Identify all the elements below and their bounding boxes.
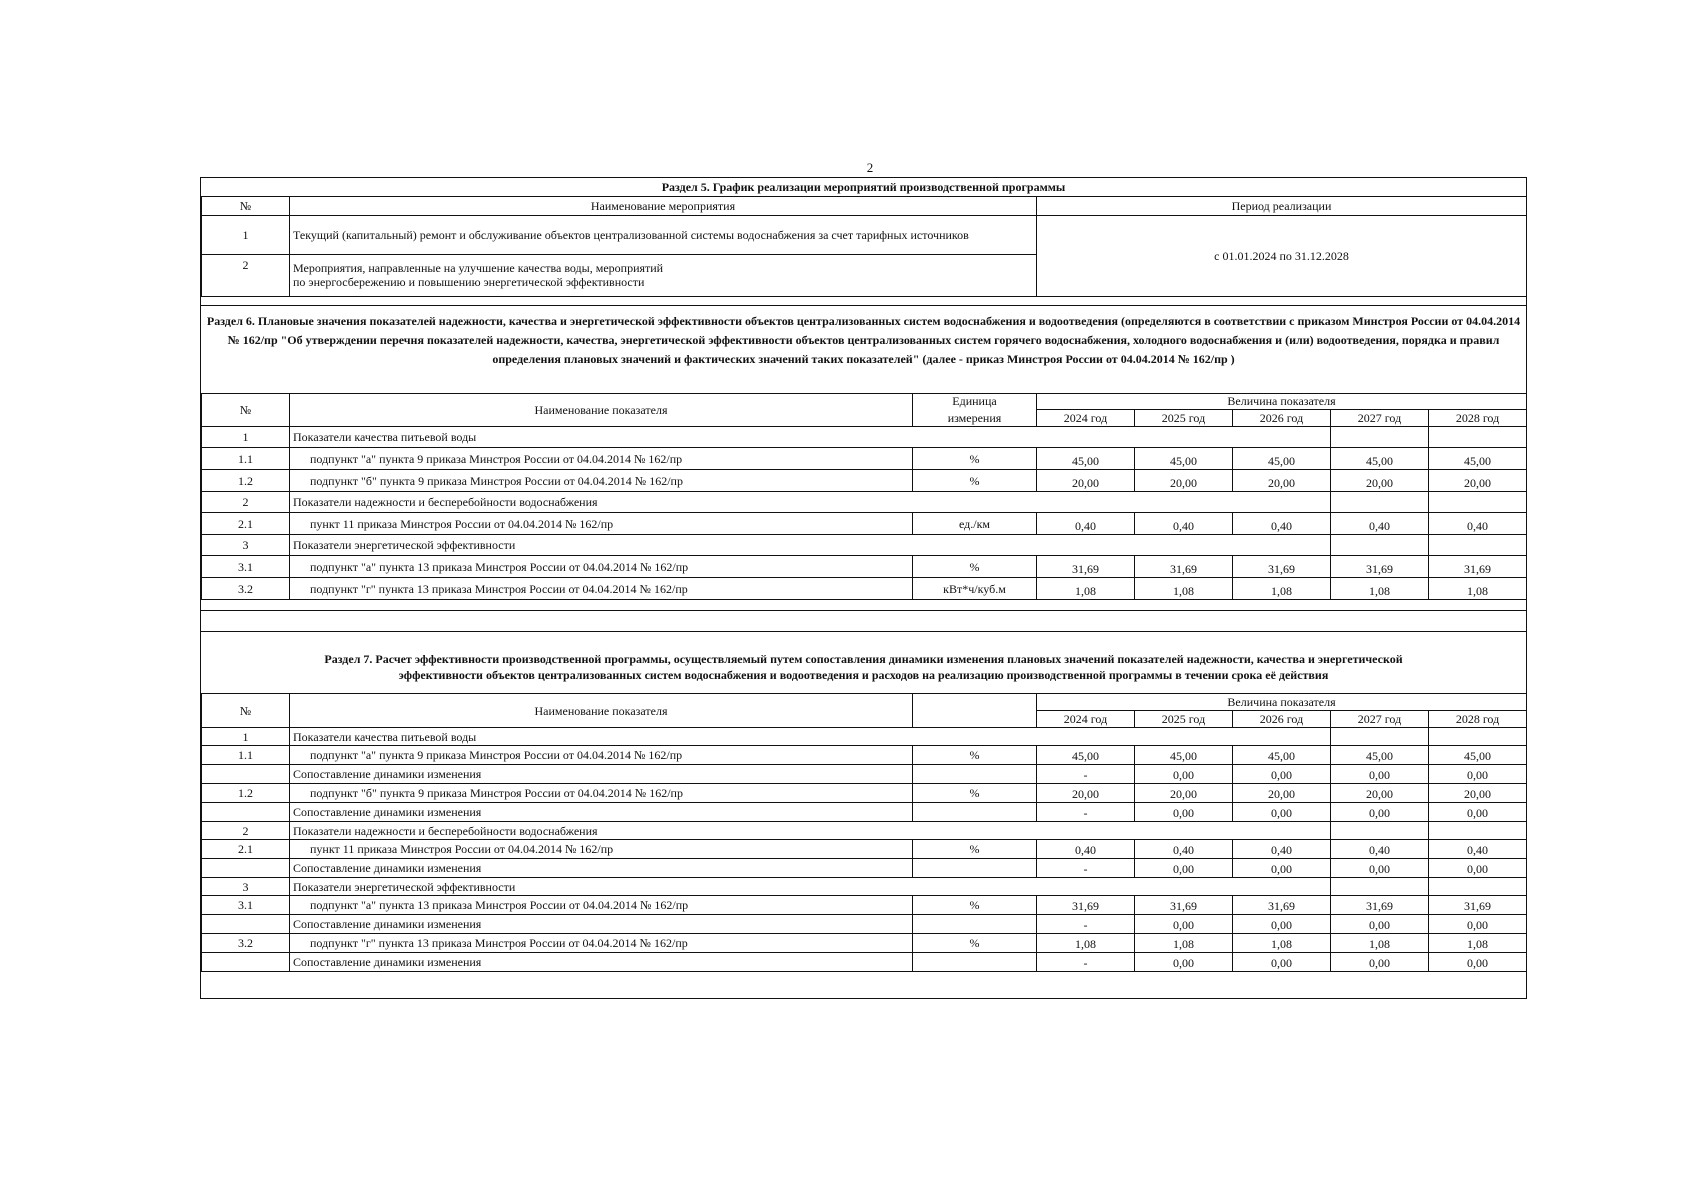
comparison-label: Сопоставление динамики изменения (290, 915, 913, 934)
blank-row (201, 610, 1526, 632)
s6-header-unit-line1: Единица (913, 393, 1037, 410)
s7-header-year: 2024 год (1037, 711, 1135, 728)
s7-header-year: 2025 год (1135, 711, 1233, 728)
value-cell: 0,00 (1331, 765, 1429, 784)
row-number (202, 803, 290, 822)
section-6-table (201, 393, 1527, 600)
section-6-rows (202, 427, 1527, 600)
comparison-label: Сопоставление динамики изменения (290, 859, 913, 878)
value-cell: 1,08 (1331, 578, 1429, 600)
value-cell: 20,00 (1037, 470, 1135, 492)
row-number: 2 (202, 822, 290, 840)
value-cell: 45,00 (1037, 448, 1135, 470)
unit-cell (913, 953, 1037, 972)
value-cell: 0,00 (1233, 803, 1331, 822)
value-cell: 45,00 (1233, 746, 1331, 765)
table-row (202, 746, 1527, 765)
value-cell: 0,00 (1233, 915, 1331, 934)
section-7-table (201, 693, 1527, 972)
section-7 (201, 693, 1526, 972)
value-cell: 1,08 (1331, 934, 1429, 953)
s5-row-2-name (290, 254, 1037, 296)
table-group-row (202, 492, 1527, 513)
value-cell: 0,40 (1233, 513, 1331, 535)
s7-header-value: Величина показателя (1037, 694, 1527, 711)
table-comparison-row (202, 803, 1527, 822)
row-number (202, 859, 290, 878)
indicator-name: подпункт "г" пункта 13 приказа Минстроя России от 04.04.2014 № 162/пр (290, 934, 913, 953)
unit-cell (913, 803, 1037, 822)
value-cell: 31,69 (1233, 556, 1331, 578)
row-number: 3.1 (202, 896, 290, 915)
value-cell: 31,69 (1135, 556, 1233, 578)
value-cell: 20,00 (1135, 470, 1233, 492)
value-cell: 45,00 (1135, 448, 1233, 470)
table-row (202, 840, 1527, 859)
value-cell: 0,40 (1429, 840, 1527, 859)
empty-cell (1331, 822, 1429, 840)
value-cell: 20,00 (1135, 784, 1233, 803)
tables-frame (200, 177, 1527, 999)
value-cell: 0,00 (1429, 803, 1527, 822)
unit-cell: % (913, 784, 1037, 803)
value-cell: 20,00 (1331, 470, 1429, 492)
s6-header-year: 2026 год (1233, 410, 1331, 427)
s5-row-2-name-line2: по энергосбережению и повышению энергетической эффективности (293, 275, 645, 289)
unit-cell: % (913, 448, 1037, 470)
value-cell: 0,00 (1135, 915, 1233, 934)
table-row (202, 896, 1527, 915)
table-row (202, 784, 1527, 803)
value-cell: 0,00 (1429, 915, 1527, 934)
s5-row-1-num: 1 (202, 215, 290, 254)
group-name: Показатели качества питьевой воды (290, 728, 1331, 746)
indicator-name: пункт 11 приказа Минстроя России от 04.04.2014 № 162/пр (290, 840, 913, 859)
s7-header-year: 2026 год (1233, 711, 1331, 728)
value-cell: 0,40 (1331, 840, 1429, 859)
comparison-label: Сопоставление динамики изменения (290, 765, 913, 784)
s5-header-name: Наименование мероприятия (290, 197, 1037, 215)
table-group-row (202, 822, 1527, 840)
section-5 (201, 178, 1526, 297)
s6-header-unit-line2: измерения (913, 410, 1037, 427)
value-cell: 31,69 (1037, 556, 1135, 578)
unit-cell: ед./км (913, 513, 1037, 535)
empty-cell (1429, 427, 1527, 448)
value-cell: 45,00 (1429, 448, 1527, 470)
value-cell: 0,00 (1429, 765, 1527, 784)
indicator-name: подпункт "б" пункта 9 приказа Минстроя России от 04.04.2014 № 162/пр (290, 784, 913, 803)
s6-header-num: № (202, 393, 290, 427)
value-cell: 1,08 (1233, 578, 1331, 600)
row-number: 2.1 (202, 513, 290, 535)
comparison-label: Сопоставление динамики изменения (290, 953, 913, 972)
table-comparison-row (202, 953, 1527, 972)
empty-cell (1429, 878, 1527, 896)
table-group-row (202, 535, 1527, 556)
s6-header-name: Наименование показателя (290, 393, 913, 427)
value-cell: 0,00 (1135, 953, 1233, 972)
row-number: 1.1 (202, 448, 290, 470)
unit-cell: % (913, 746, 1037, 765)
value-cell: 20,00 (1429, 784, 1527, 803)
section-5-table (201, 197, 1527, 297)
empty-cell (1429, 728, 1527, 746)
value-cell: 1,08 (1037, 934, 1135, 953)
group-name: Показатели качества питьевой воды (290, 427, 1331, 448)
value-cell: 31,69 (1429, 896, 1527, 915)
value-cell: 0,40 (1037, 840, 1135, 859)
s7-header-year: 2028 год (1429, 711, 1527, 728)
row-number: 3 (202, 535, 290, 556)
s5-header-num: № (202, 197, 290, 215)
value-cell: 0,40 (1331, 513, 1429, 535)
indicator-name: подпункт "г" пункта 13 приказа Минстроя России от 04.04.2014 № 162/пр (290, 578, 913, 600)
row-number: 3.1 (202, 556, 290, 578)
s5-header-period: Период реализации (1037, 197, 1527, 215)
value-cell: 20,00 (1233, 784, 1331, 803)
group-name: Показатели надежности и бесперебойности водоснабжения (290, 822, 1331, 840)
row-number: 3.2 (202, 578, 290, 600)
s6-header-year: 2028 год (1429, 410, 1527, 427)
value-cell: 0,00 (1233, 765, 1331, 784)
value-cell: 0,40 (1135, 513, 1233, 535)
row-number (202, 765, 290, 784)
value-cell: 0,00 (1331, 915, 1429, 934)
value-cell: - (1037, 915, 1135, 934)
value-cell: 0,40 (1429, 513, 1527, 535)
table-row (202, 556, 1527, 578)
comparison-label: Сопоставление динамики изменения (290, 803, 913, 822)
table-row (202, 448, 1527, 470)
s7-header-year: 2027 год (1331, 711, 1429, 728)
value-cell: 20,00 (1429, 470, 1527, 492)
row-number: 2 (202, 492, 290, 513)
value-cell: 0,00 (1331, 953, 1429, 972)
value-cell: 0,00 (1331, 803, 1429, 822)
value-cell: - (1037, 859, 1135, 878)
unit-cell (913, 915, 1037, 934)
table-comparison-row (202, 765, 1527, 784)
value-cell: 45,00 (1135, 746, 1233, 765)
section-7-rows (202, 728, 1527, 972)
value-cell: 0,00 (1429, 953, 1527, 972)
value-cell: 0,00 (1135, 765, 1233, 784)
value-cell: 0,00 (1331, 859, 1429, 878)
value-cell: 1,08 (1037, 578, 1135, 600)
section-5-title: Раздел 5. График реализации мероприятий производственной программы (201, 178, 1526, 197)
section-6-title: Раздел 6. Плановые значения показателей надежности, качества и энергетической эффективности объектов централизованных систем водоснабжения и водоотведения (определяются в соответствии с приказом Минстроя России от 04.04.2014 № 162/пр "Об утверждении перечня показателей надежности, качества, энергетической эффективности объектов централизованных систем горячего водоснабжения, холодного водоснабжения и (или) водоотведения, порядка и правил определения плановых значений и фактических значений таких показателей" (далее - приказ Минстроя России от 04.04.2014 № 162/пр ) (206, 314, 1521, 366)
section-6-title-box (201, 305, 1526, 394)
section-7-title-line2: эффективности объектов централизованных систем водоснабжения и водоотведения и расходов на реализацию производственной программы в течении срока её действия (398, 668, 1329, 682)
row-number: 1.2 (202, 784, 290, 803)
s5-row-1-name: Текущий (капитальный) ремонт и обслуживание объектов централизованной системы водоснабжения за счет тарифных источников (290, 215, 1037, 254)
value-cell: 0,00 (1135, 803, 1233, 822)
value-cell: 20,00 (1331, 784, 1429, 803)
s5-row-2-num: 2 (202, 254, 290, 296)
unit-cell (913, 765, 1037, 784)
value-cell: 0,00 (1233, 859, 1331, 878)
s6-header-year: 2027 год (1331, 410, 1429, 427)
row-number: 3.2 (202, 934, 290, 953)
row-number: 1.1 (202, 746, 290, 765)
indicator-name: подпункт "а" пункта 9 приказа Минстроя России от 04.04.2014 № 162/пр (290, 746, 913, 765)
section-7-title-box (201, 631, 1526, 693)
row-number: 2.1 (202, 840, 290, 859)
value-cell: - (1037, 953, 1135, 972)
unit-cell: % (913, 556, 1037, 578)
value-cell: 31,69 (1037, 896, 1135, 915)
unit-cell: % (913, 896, 1037, 915)
value-cell: 31,69 (1331, 896, 1429, 915)
row-number: 1.2 (202, 470, 290, 492)
empty-cell (1331, 878, 1429, 896)
unit-cell: % (913, 840, 1037, 859)
s5-row-2-name-line1: Мероприятия, направленные на улучшение качества воды, мероприятий (293, 261, 664, 275)
value-cell: 45,00 (1233, 448, 1331, 470)
s7-header-unit (913, 694, 1037, 728)
indicator-name: подпункт "а" пункта 13 приказа Минстроя России от 04.04.2014 № 162/пр (290, 556, 913, 578)
table-group-row (202, 728, 1527, 746)
indicator-name: пункт 11 приказа Минстроя России от 04.04.2014 № 162/пр (290, 513, 913, 535)
row-number: 1 (202, 427, 290, 448)
value-cell: 1,08 (1429, 578, 1527, 600)
s5-period: с 01.01.2024 по 31.12.2028 (1037, 215, 1527, 296)
group-name: Показатели надежности и бесперебойности водоснабжения (290, 492, 1331, 513)
value-cell: 45,00 (1331, 448, 1429, 470)
unit-cell: кВт*ч/куб.м (913, 578, 1037, 600)
empty-cell (1331, 728, 1429, 746)
empty-cell (1429, 492, 1527, 513)
value-cell: 31,69 (1233, 896, 1331, 915)
row-number (202, 953, 290, 972)
empty-cell (1331, 535, 1429, 556)
value-cell: 1,08 (1233, 934, 1331, 953)
row-number: 3 (202, 878, 290, 896)
table-row (202, 470, 1527, 492)
table-row (202, 578, 1527, 600)
value-cell: 1,08 (1135, 934, 1233, 953)
s6-header-value: Величина показателя (1037, 393, 1527, 410)
value-cell: 0,40 (1037, 513, 1135, 535)
row-number (202, 915, 290, 934)
value-cell: 20,00 (1037, 784, 1135, 803)
value-cell: 1,08 (1135, 578, 1233, 600)
s7-header-name: Наименование показателя (290, 694, 913, 728)
value-cell: 45,00 (1429, 746, 1527, 765)
value-cell: 31,69 (1429, 556, 1527, 578)
section-6 (201, 393, 1526, 600)
value-cell: 0,00 (1429, 859, 1527, 878)
indicator-name: подпункт "б" пункта 9 приказа Минстроя России от 04.04.2014 № 162/пр (290, 470, 913, 492)
empty-cell (1429, 822, 1527, 840)
table-row (202, 934, 1527, 953)
value-cell: 45,00 (1331, 746, 1429, 765)
table-group-row (202, 878, 1527, 896)
row-number: 1 (202, 728, 290, 746)
value-cell: - (1037, 765, 1135, 784)
indicator-name: подпункт "а" пункта 13 приказа Минстроя России от 04.04.2014 № 162/пр (290, 896, 913, 915)
group-name: Показатели энергетической эффективности (290, 535, 1331, 556)
value-cell: 20,00 (1233, 470, 1331, 492)
empty-cell (1331, 427, 1429, 448)
table-comparison-row (202, 859, 1527, 878)
s6-header-year: 2024 год (1037, 410, 1135, 427)
unit-cell: % (913, 934, 1037, 953)
table-row (202, 513, 1527, 535)
empty-cell (1331, 492, 1429, 513)
empty-cell (1429, 535, 1527, 556)
s6-header-year: 2025 год (1135, 410, 1233, 427)
value-cell: 31,69 (1331, 556, 1429, 578)
indicator-name: подпункт "а" пункта 9 приказа Минстроя России от 04.04.2014 № 162/пр (290, 448, 913, 470)
value-cell: 31,69 (1135, 896, 1233, 915)
section-7-title-line1: Раздел 7. Расчет эффективности производственной программы, осуществляемый путем сопоставления динамики изменения плановых значений показателей надежности, качества и энергетической (324, 652, 1403, 666)
value-cell: 0,40 (1233, 840, 1331, 859)
s7-header-num: № (202, 694, 290, 728)
unit-cell: % (913, 470, 1037, 492)
group-name: Показатели энергетической эффективности (290, 878, 1331, 896)
value-cell: 1,08 (1429, 934, 1527, 953)
page-number: 2 (866, 160, 874, 175)
table-group-row (202, 427, 1527, 448)
value-cell: 0,40 (1135, 840, 1233, 859)
unit-cell (913, 859, 1037, 878)
value-cell: 0,00 (1135, 859, 1233, 878)
value-cell: - (1037, 803, 1135, 822)
table-comparison-row (202, 915, 1527, 934)
value-cell: 0,00 (1233, 953, 1331, 972)
value-cell: 45,00 (1037, 746, 1135, 765)
